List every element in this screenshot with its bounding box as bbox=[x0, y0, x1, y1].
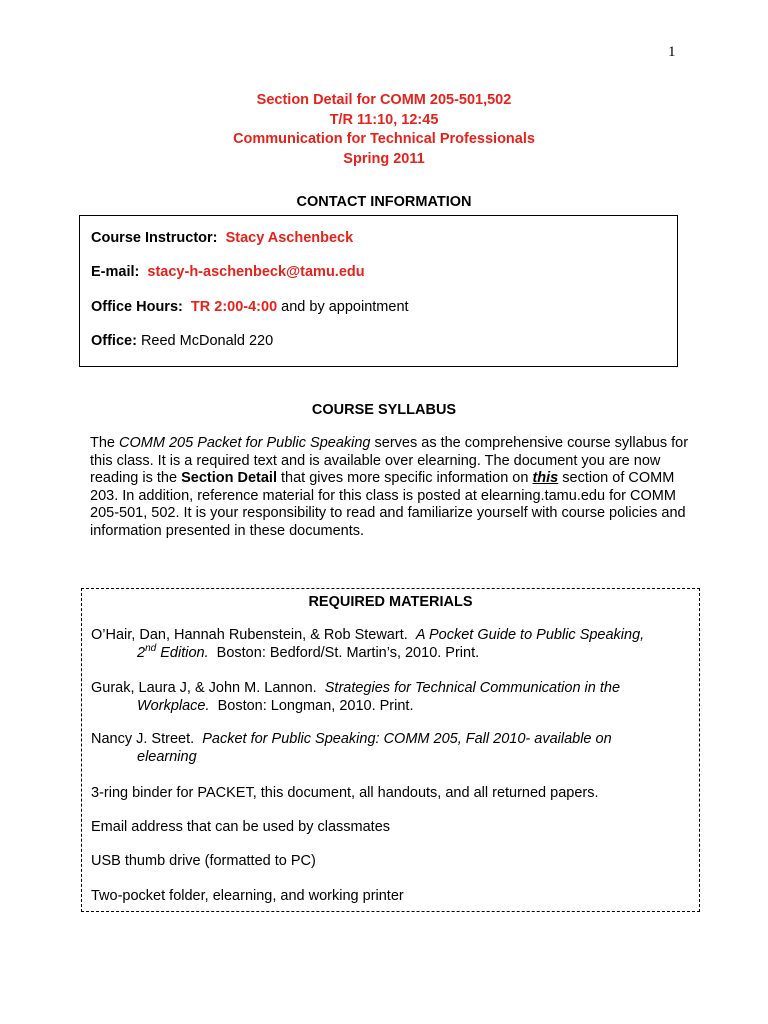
header-course-name: Communication for Technical Professionals bbox=[233, 131, 535, 147]
syllabus-packet-title: COMM 205 Packet for Public Speaking bbox=[119, 435, 371, 451]
material-authors: Nancy J. Street. bbox=[91, 731, 195, 747]
material-title: A Pocket Guide to Public Speaking, bbox=[415, 627, 645, 643]
syllabus-this-emphasis: this bbox=[532, 470, 559, 487]
material-item-usb: USB thumb drive (formatted to PC) bbox=[91, 853, 316, 869]
email-label: E-mail: bbox=[91, 264, 140, 280]
material-edition-suffix: nd bbox=[145, 642, 157, 654]
header-schedule: T/R 11:10, 12:45 bbox=[329, 111, 439, 128]
syllabus-text-mid1: serves as the comprehensive course syllabus for this class. It is a required text and is available over elearning. The document you are now reading is the bbox=[90, 435, 689, 487]
contact-heading: CONTACT INFORMATION bbox=[296, 194, 472, 210]
syllabus-section-detail: Section Detail bbox=[181, 470, 277, 487]
email-address: stacy-h-aschenbeck@tamu.edu bbox=[147, 264, 365, 280]
header-course-title: Section Detail for COMM 205-501,502 bbox=[256, 92, 512, 108]
syllabus-text-end: section of COMM 203. In addition, reference material for this class is posted at elearning.tamu.edu for COMM 205-501, 502. It is your responsibility to read and familiarize yourself with course policies and information presented in these documents. bbox=[90, 470, 686, 539]
materials-heading: REQUIRED MATERIALS bbox=[308, 594, 473, 610]
email-line bbox=[91, 264, 365, 280]
office-hours-suffix: and by appointment bbox=[281, 299, 409, 315]
office-label: Office: bbox=[91, 333, 137, 349]
material-edition-word: Edition. bbox=[160, 644, 209, 661]
material-item-folder: Two-pocket folder, elearning, and working printer bbox=[91, 888, 404, 904]
material-item-strategies bbox=[91, 680, 691, 715]
document-header bbox=[0, 91, 768, 169]
required-materials-box bbox=[81, 588, 700, 912]
instructor-name: Stacy Aschenbeck bbox=[225, 230, 354, 246]
material-publisher: Boston: Bedford/St. Martin’s, 2010. Print. bbox=[216, 644, 480, 661]
syllabus-text-mid2: that gives more specific information on bbox=[281, 470, 529, 487]
material-item-pocket-guide bbox=[91, 627, 691, 662]
material-item-packet bbox=[91, 731, 691, 766]
material-item-binder: 3-ring binder for PACKET, this document, all handouts, and all returned papers. bbox=[91, 785, 599, 801]
page-number: 1 bbox=[668, 44, 676, 60]
material-title-cont: Workplace. bbox=[137, 697, 210, 714]
office-hours-label: Office Hours: bbox=[91, 299, 183, 315]
material-title-cont: elearning bbox=[137, 748, 197, 765]
material-publisher: Boston: Longman, 2010. Print. bbox=[217, 697, 414, 714]
material-title: Packet for Public Speaking: COMM 205, Fall 2010- available on bbox=[202, 731, 612, 747]
instructor-label: Course Instructor: bbox=[91, 230, 218, 246]
material-edition-number: 2 bbox=[137, 644, 146, 661]
syllabus-text-intro: The bbox=[90, 435, 115, 451]
header-term: Spring 2011 bbox=[343, 150, 425, 167]
office-line bbox=[91, 333, 273, 349]
office-value: Reed McDonald 220 bbox=[140, 333, 274, 349]
material-item-email: Email address that can be used by classmates bbox=[91, 819, 391, 835]
syllabus-paragraph bbox=[90, 435, 690, 541]
material-title: Strategies for Technical Communication in the bbox=[324, 680, 621, 696]
office-hours-line bbox=[91, 299, 409, 315]
instructor-line bbox=[91, 230, 353, 246]
syllabus-heading: COURSE SYLLABUS bbox=[311, 402, 457, 418]
office-hours-value: TR 2:00-4:00 bbox=[190, 299, 278, 315]
contact-info-box bbox=[79, 215, 678, 367]
material-authors: Gurak, Laura J, & John M. Lannon. bbox=[91, 680, 317, 696]
material-authors: O’Hair, Dan, Hannah Rubenstein, & Rob Stewart. bbox=[91, 627, 408, 643]
